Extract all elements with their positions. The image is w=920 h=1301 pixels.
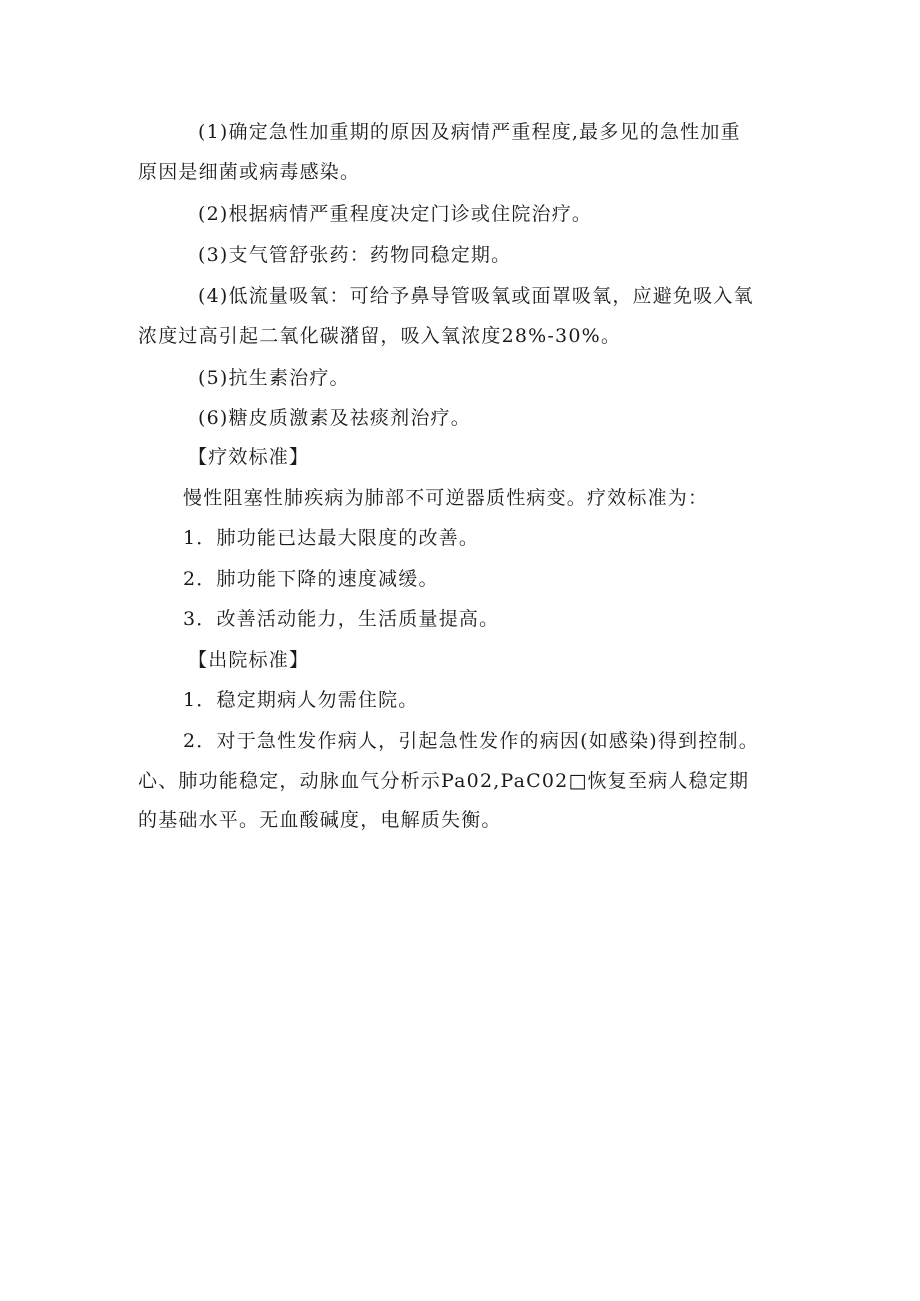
treatment-item-1-line-1: (1)确定急性加重期的原因及病情严重程度,最多见的急性加重 — [198, 121, 741, 143]
efficacy-intro: 慢性阻塞性肺疾病为肺部不可逆器质性病变。疗效标准为： — [183, 487, 709, 509]
treatment-item-5: (5)抗生素治疗。 — [198, 367, 350, 389]
treatment-item-2: (2)根据病情严重程度决定门诊或住院治疗。 — [198, 203, 593, 225]
discharge-item-2-line-1: 2．对于急性发作病人，引起急性发作的病因(如感染)得到控制。 — [183, 730, 759, 752]
treatment-item-1-line-2: 原因是细菌或病毒感染。 — [138, 161, 361, 183]
treatment-item-6: (6)糖皮质激素及祛痰剂治疗。 — [198, 407, 471, 429]
treatment-item-4-line-2: 浓度过高引起二氧化碳潴留，吸入氧浓度28%-30%。 — [138, 325, 622, 347]
efficacy-item-2: 2．肺功能下降的速度减缓。 — [183, 568, 439, 590]
efficacy-item-1: 1．肺功能已达最大限度的改善。 — [183, 527, 480, 549]
efficacy-item-3: 3．改善活动能力，生活质量提高。 — [183, 608, 500, 630]
discharge-heading: 【出院标准】 — [188, 649, 310, 671]
discharge-item-1: 1．稳定期病人勿需住院。 — [183, 689, 419, 711]
discharge-item-2-line-2: 心、肺功能稳定，动脉血气分析示Pa02,PaC02□恢复至病人稳定期 — [138, 770, 750, 792]
efficacy-heading: 【疗效标准】 — [188, 446, 310, 468]
treatment-item-4-line-1: (4)低流量吸氧：可给予鼻导管吸氧或面罩吸氧，应避免吸入氧 — [198, 285, 754, 307]
discharge-item-2-line-3: 的基础水平。无血酸碱度，电解质失衡。 — [138, 809, 502, 831]
treatment-item-3: (3)支气管舒张药：药物同稳定期。 — [198, 244, 512, 266]
